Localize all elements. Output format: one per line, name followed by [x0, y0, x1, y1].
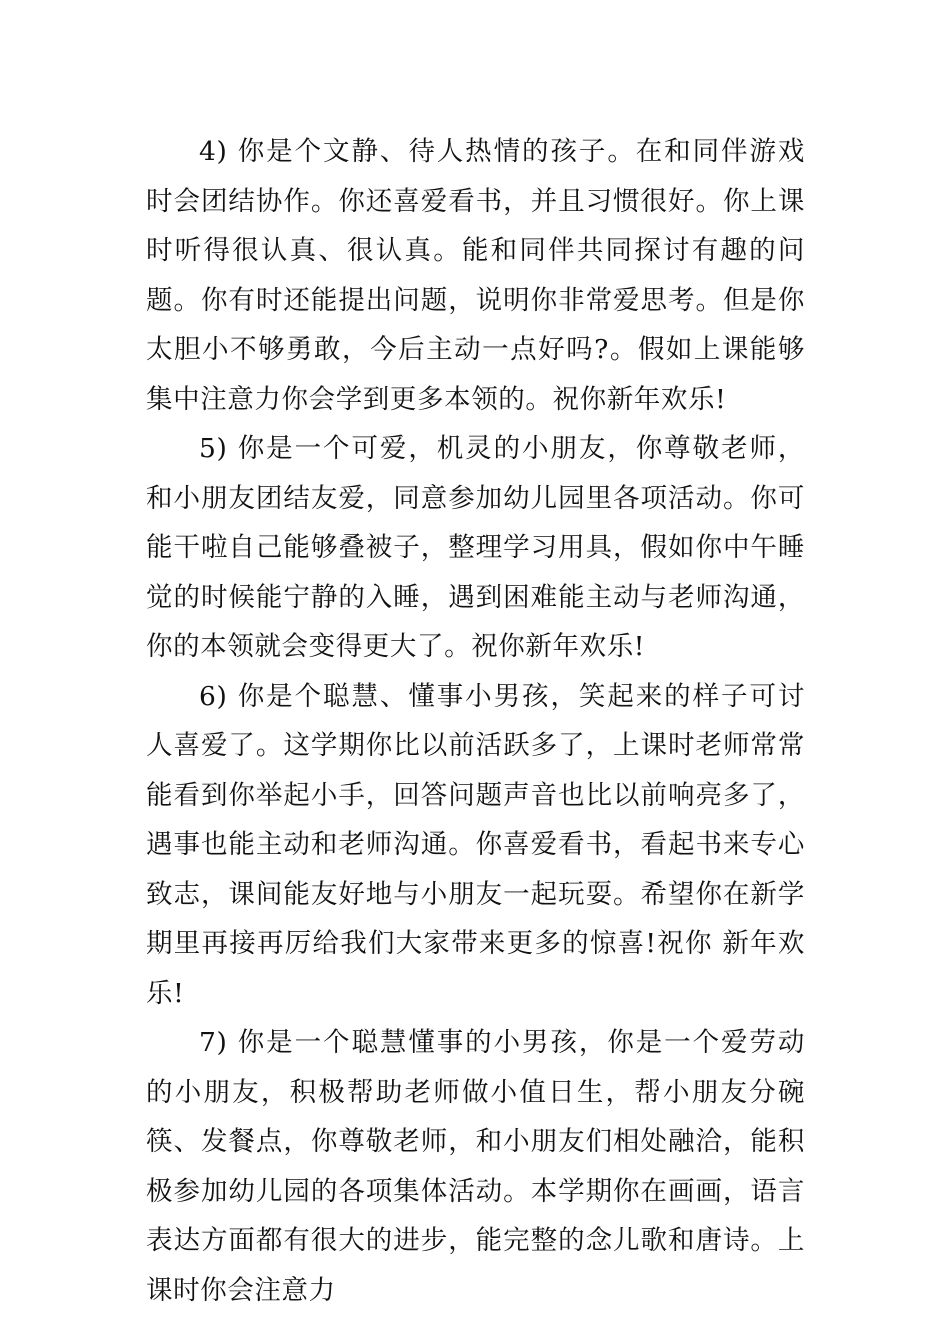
paragraph-5: 5) 你是一个可爱，机灵的小朋友，你尊敬老师，和小朋友团结友爱，同意参加幼儿园里各项活动。你可能干啦自己能够叠被子，整理学习用具，假如你中午睡觉的时候能宁静的入睡，遇到困难能主动与老师沟通，你的本领就会变得更大了。祝你新年欢乐!: [146, 433, 805, 662]
paragraph-4: 4) 你是个文静、待人热情的孩子。在和同伴游戏时会团结协作。你还喜爱看书，并且习惯很好。你上课时听得很认真、很认真。能和同伴共同探讨有趣的问题。你有时还能提出问题，说明你非常爱思考。但是你太胆小不够勇敢，今后主动一点好吗?。假如上课能够集中注意力你会学到更多本领的。祝你新年欢乐!: [146, 136, 805, 415]
paragraph-7: 7) 你是一个聪慧懂事的小男孩，你是一个爱劳动的小朋友，积极帮助老师做小值日生，帮小朋友分碗筷、发餐点，你尊敬老师，和小朋友们相处融洽，能积极参加幼儿园的各项集体活动。本学期你在画画，语言表达方面都有很大的进步，能完整的念儿歌和唐诗。上课时你会注意力: [146, 1027, 805, 1306]
paragraph-6: 6) 你是个聪慧、懂事小男孩，笑起来的样子可讨人喜爱了。这学期你比以前活跃多了，上课时老师常常能看到你举起小手，回答问题声音也比以前响亮多了，遇事也能主动和老师沟通。你喜爱看书，看起书来专心致志，课间能友好地与小朋友一起玩耍。希望你在新学期里再接再厉给我们大家带来更多的惊喜!祝你 新年欢乐!: [146, 680, 805, 1009]
